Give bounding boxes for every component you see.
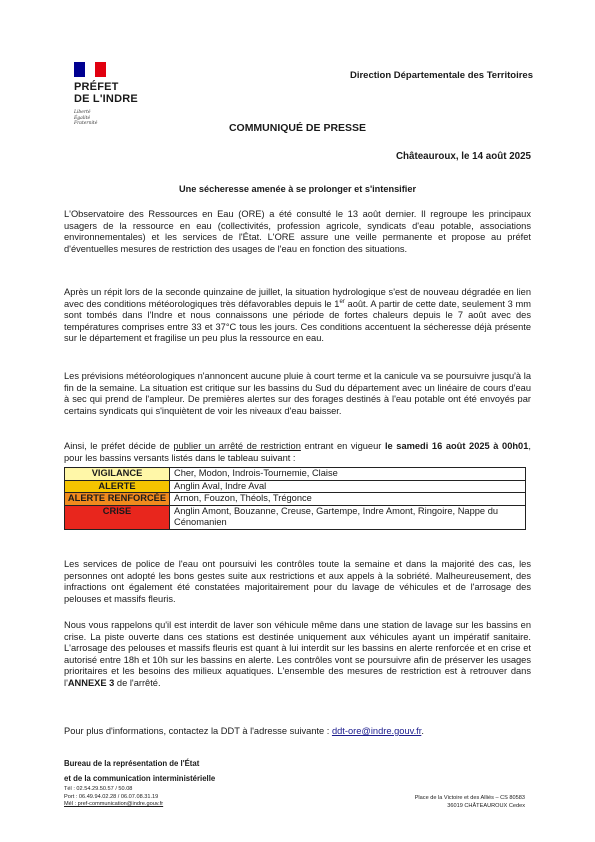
document-type-title: COMMUNIQUÉ DE PRESSE	[228, 122, 367, 134]
restriction-basins: Anglin Aval, Indre Aval	[170, 480, 526, 493]
footer-contact	[64, 786, 163, 809]
paragraph-controls: Les services de police de l'eau ont poursuivi les contrôles toute la semaine et dans la majorité des cas, les personnes ont adopté les bons gestes suite aux restrictions et aux appels à la sobriété. Malheureusement, des infractions ont également été constatées majoritairement pour du lavage de véhicules et de l'arrosage des pelouses et massifs fleuris.	[64, 559, 531, 604]
flag-white-band	[85, 62, 96, 77]
restriction-level: ALERTE	[65, 480, 170, 493]
document-date: Châteauroux, le 14 août 2025	[395, 151, 531, 162]
prefet-line2: DE L'INDRE	[74, 93, 138, 105]
restriction-level: VIGILANCE	[65, 468, 170, 481]
restriction-table	[64, 467, 526, 530]
paragraph-ore: L'Observatoire des Ressources en Eau (ORE) a été consulté le 13 août dernier. Il regroupe les principaux usagers de la ressource en eau (collectivités, profession agricole, syndicats d'eau potable, associations environnementales) et les services de l'État. L'ORE assure une veille permanente et propose au préfet d'éventuelles mesures de restriction des usages de l'eau en fonction des situations.	[64, 209, 531, 254]
paragraph-reminder	[64, 620, 531, 690]
decision-intro: Ainsi, le préfet décide de	[64, 441, 174, 451]
restriction-row	[65, 493, 526, 506]
decision-end: , pour les bassins versants listés dans le tableau suivant :	[64, 441, 531, 463]
footer-office-line1: Bureau de la représentation de l'État	[64, 759, 200, 768]
contact-email-link[interactable]: ddt-ore@indre.gouv.fr	[331, 726, 422, 736]
motto-fraternite: Fraternité	[74, 121, 98, 126]
footer-office	[64, 756, 215, 786]
footer-address	[415, 795, 525, 810]
restriction-basins: Cher, Modon, Indrois-Tournemie, Claise	[170, 468, 526, 481]
reminder-end: de l'arrêté.	[114, 677, 161, 688]
flag-blue-band	[74, 62, 85, 77]
paragraph-contact	[64, 726, 531, 738]
restriction-row	[65, 468, 526, 481]
reminder-text: Nous vous rappelons qu'il est interdit de laver son véhicule même dans une station de lavage sur les bassins en crise. La piste ouverte dans ces stations est destinée uniquement aux véhicules ayant un impératif sanitaire. L'arrosage des pelouses et massifs fleuris est quant à lui interdit sur les bassins en alerte renforcée et en crise et autorisé entre 18h et 10h sur les bassins en alerte. Les contrôles vont se poursuivre afin de préserver les usages prioritaires et les besoins des milieux aquatiques. L'ensemble des mesures de restriction est à retrouver dans l'	[64, 620, 531, 688]
footer-port: Port : 06.49.94.02.28 / 06.07.08.31.19	[64, 793, 159, 800]
footer-address-line2: 36019 CHÂTEAUROUX Cedex	[447, 802, 525, 809]
restriction-level: CRISE	[65, 505, 170, 529]
restriction-basins: Arnon, Fouzon, Théols, Trégonce	[170, 493, 526, 506]
prefet-logo	[74, 62, 154, 127]
footer-mail[interactable]: Mél : pref-communication@indre.gouv.fr	[64, 801, 164, 808]
footer-tel: Tél : 02.54.29.50.57 / 50.08	[64, 786, 133, 792]
marianne-flag-icon	[74, 62, 106, 77]
paragraph-forecast: Les prévisions météorologiques n'annoncent aucune pluie à court terme et la canicule va se poursuivre jusqu'à la fin de la semaine. La situation est critique sur les bassins du Sud du département avec un linéaire de cours d'eau à sec qui prend de l'ampleur. De premières alertes sur des forages destinés à l'eau potable ont été envoyés par certains syndicats qui s'inquiètent de voir les niveaux d'eau baisser.	[64, 371, 531, 416]
motto-liberte: Liberté	[74, 110, 91, 115]
paragraph-decision	[64, 441, 531, 464]
annex-reference: ANNEXE 3	[67, 677, 115, 688]
motto-egalite: Égalité	[74, 115, 91, 121]
ordinal-superscript: er	[339, 298, 345, 305]
issuing-direction: Direction Départementale des Territoires	[349, 70, 533, 81]
effective-date: le samedi 16 août 2025 à 00h01	[384, 441, 529, 451]
document-subject: Une sécheresse amenée à se prolonger et s'intensifier	[178, 184, 417, 194]
paragraph-hydrology-part2: août. A partir de cette date, seulement 3 mm sont tombés dans l'Indre et nous connaissons une période de fortes chaleurs depuis le 7 août avec des températures comprises entre 33 et 37°C tous les jours. Ces conditions accentuent la sécheresse déjà présente sur le département et fragilise un peu plus la ressource en eau.	[64, 298, 531, 344]
prefet-title	[74, 81, 154, 105]
flag-red-band	[95, 62, 106, 77]
restriction-row	[65, 505, 526, 529]
restriction-row	[65, 480, 526, 493]
decision-middle: entrant en vigueur	[300, 441, 385, 451]
contact-text: Pour plus d'informations, contactez la DDT à l'adresse suivante :	[64, 726, 332, 736]
contact-end: .	[421, 726, 424, 736]
decree-link[interactable]: publier un arrêté de restriction	[173, 441, 301, 451]
paragraph-hydrology-part1: Après un répit lors de la seconde quinzaine de juillet, la situation hydrologique s'est de nouveau dégradée en lien avec des conditions météorologiques très défavorables depuis le 1	[64, 287, 531, 309]
restriction-basins: Anglin Amont, Bouzanne, Creuse, Gartempe, Indre Amont, Ringoire, Nappe du Cénomanien	[170, 505, 526, 529]
footer-office-line2: et de la communication interministérielle	[64, 774, 216, 783]
paragraph-hydrology	[64, 287, 531, 345]
prefet-line1: PRÉFET	[74, 81, 119, 93]
restriction-level: ALERTE RENFORCÉE	[65, 493, 170, 506]
footer-address-line1: Place de la Victoire et des Alliés – CS 80583	[414, 795, 525, 801]
